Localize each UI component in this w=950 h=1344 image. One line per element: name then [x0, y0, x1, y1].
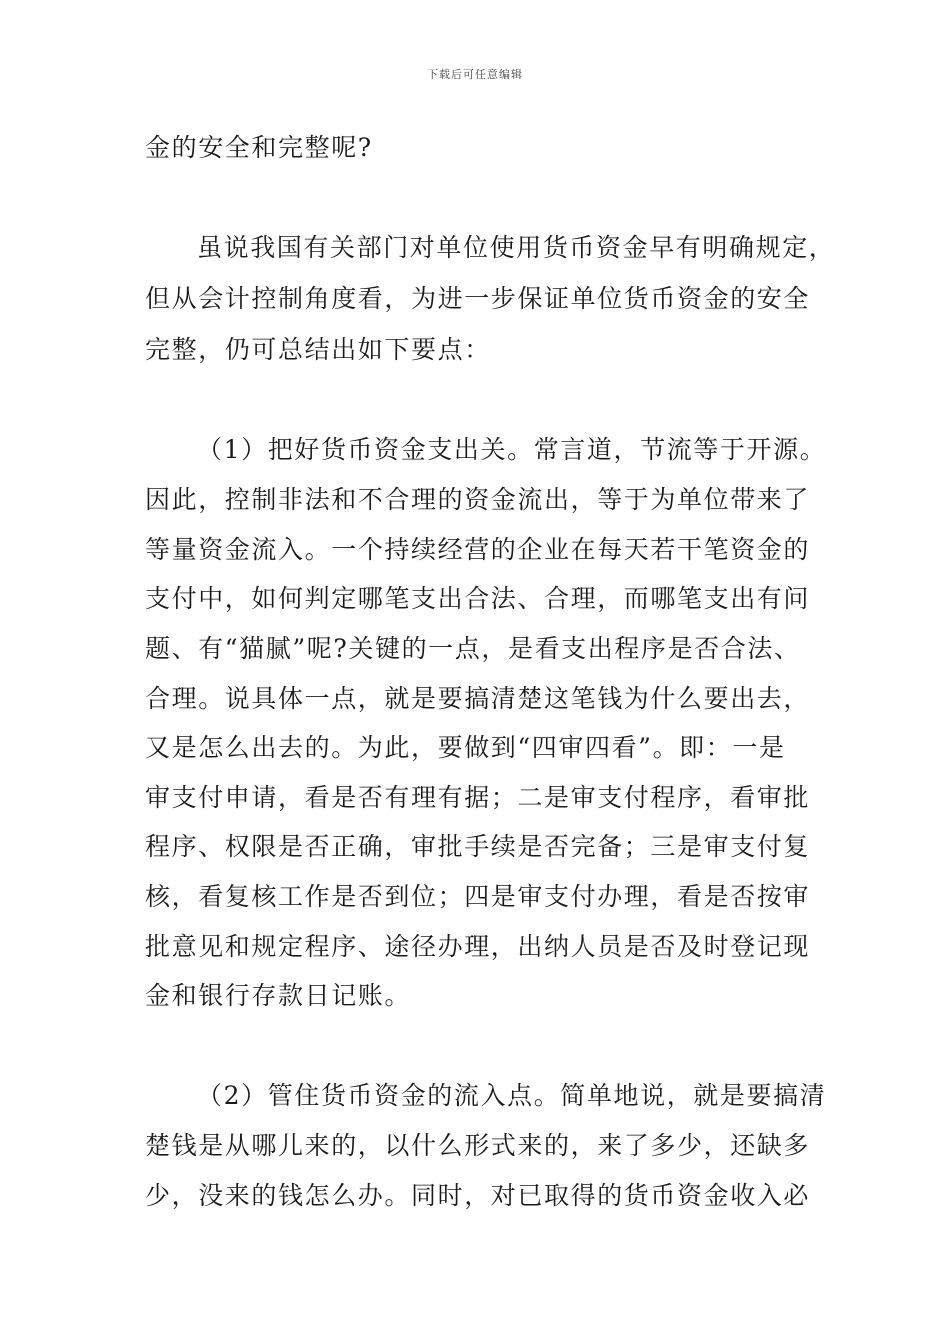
- text-line: 少，没来的钱怎么办。同时，对已取得的货币资金收入必: [145, 1181, 811, 1210]
- text-line: 核，看复核工作是否到位；四是审支付办理，看是否按审: [145, 882, 811, 911]
- text-line: 又是怎么出去的。为此，要做到“四审四看”。即：一是: [145, 733, 786, 762]
- text-line: 批意见和规定程序、途径办理，出纳人员是否及时登记现: [145, 932, 811, 961]
- text-line: 合理。说具体一点，就是要搞清楚这笔钱为什么要出去，: [145, 684, 811, 713]
- text-line: 程序、权限是否正确，审批手续是否完备；三是审支付复: [145, 832, 811, 861]
- text-line: 但从会计控制角度看，为进一步保证单位货币资金的安全: [145, 284, 811, 313]
- text-line: 楚钱是从哪儿来的，以什么形式来的，来了多少，还缺多: [145, 1131, 811, 1160]
- text-line: 完整，仍可总结出如下要点：: [145, 335, 491, 364]
- page-header: 下载后可任意编辑: [427, 68, 523, 81]
- text-line: （1）把好货币资金支出关。常言道，节流等于开源。: [197, 435, 827, 464]
- text-line: 金的安全和完整呢?: [145, 133, 373, 162]
- text-line: 金和银行存款日记账。: [145, 981, 412, 1010]
- text-line: 审支付申请，看是否有理有据；二是审支付程序，看审批: [145, 783, 811, 812]
- text-line: 题、有“猫腻”呢?关键的一点，是看支出程序是否合法、: [145, 634, 801, 663]
- text-line: 因此，控制非法和不合理的资金流出，等于为单位带来了: [145, 485, 811, 514]
- text-line: 等量资金流入。一个持续经营的企业在每天若干笔资金的: [145, 535, 811, 564]
- text-line: 虽说我国有关部门对单位使用货币资金早有明确规定，: [197, 233, 836, 262]
- text-line: 支付中，如何判定哪笔支出合法、合理，而哪笔支出有问: [145, 584, 811, 613]
- text-line: （2）管住货币资金的流入点。简单地说，就是要搞清: [197, 1081, 827, 1110]
